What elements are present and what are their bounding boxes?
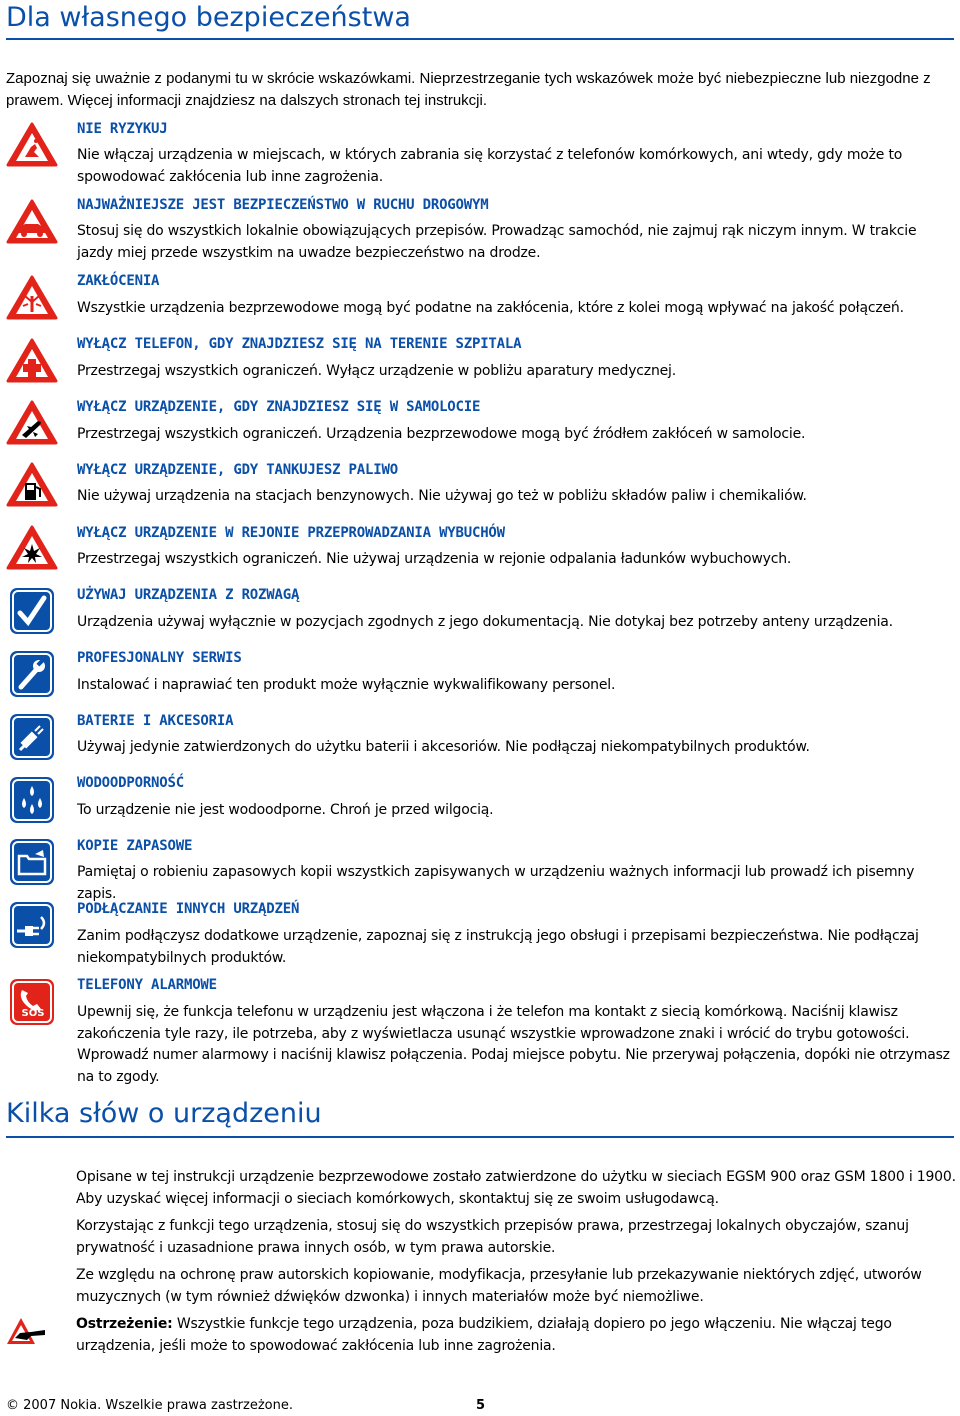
section-title: NIE RYZYKUJ [77,121,168,137]
section-title: ZAKŁÓCENIA [77,273,160,289]
section-body: Instalować i naprawiać ten produkt może wyłącznie wykwalifikowany personel. [77,677,616,693]
section-body: Zanim podłączysz dodatkowe urządzenie, zapoznaj się z instrukcją jego obsługi i przepisami bezpieczeństwa. Nie podłączaj niekompatybilnych produktów. [77,928,919,966]
section-body: Nie włączaj urządzenia w miejscach, w których zabrania się korzystać z telefonów komórkowych, ani wtedy, gdy może to spowodować zakłócenia lub inne zagrożenia. [77,147,903,185]
section-title: WYŁĄCZ URZĄDZENIE W REJONIE PRZEPROWADZANIA WYBUCHÓW [77,525,505,541]
connector-plug-icon [5,901,59,949]
section-body: Przestrzegaj wszystkich ograniczeń. Wyłącz urządzenie w pobliżu aparatury medycznej. [77,363,676,379]
section-title: UŻYWAJ URZĄDZENIA Z ROZWAGĄ [77,587,300,603]
page-title-device: Kilka słów o urządzeniu [6,1098,322,1129]
fuel-pump-icon [5,461,59,509]
water-drops-icon [5,776,59,824]
section-title: TELEFONY ALARMOWE [77,977,217,993]
section-body: Upewnij się, że funkcja telefonu w urządzeniu jest włączona i że telefon ma kontakt z siecią komórkową. Naciśnij klawisz zakończenia tyle razy, ile potrzeba, aby z wyświetlacza usunąć wszystkie wprowadzone znaki i wrócić do trybu gotowości. Wprowadź numer alarmowy i naciśnij klawisz połączenia. Podaj miejsce pobytu. Nie przerywaj połączenia, dopóki nie otrzymasz na to zgody. [77,1004,950,1085]
warning-paragraph [76,1314,956,1357]
device-paragraph: Opisane w tej instrukcji urządzenie bezprzewodowe zostało zatwierdzone do użytku w sieciach EGSM 900 oraz GSM 1800 i 1900. Aby uzyskać więcej informacji o sieciach komórkowych, skontaktuj się ze swoim usługodawcą. [76,1169,956,1207]
airplane-icon [5,399,59,447]
footer-page-number: 5 [476,1398,486,1413]
footer-copyright: © 2007 Nokia. Wszelkie prawa zastrzeżone. [6,1398,293,1413]
hospital-cross-icon [5,337,59,385]
safety-intro: Zapoznaj się uważnie z podanymi tu w skrócie wskazówkami. Nieprzestrzeganie tych wskazówek może być niebezpieczne lub niezgodne z prawem. Więcej informacji znajdziesz na dalszych stronach tej instrukcji. [6,70,931,109]
section-body: To urządzenie nie jest wodoodporne. Chroń je przed wilgocią. [77,802,494,818]
wrench-icon [5,650,59,698]
section-title: BATERIE I AKCESORIA [77,713,234,729]
section-title: WODOODPORNOŚĆ [77,775,184,791]
section-title: NAJWAŻNIEJSZE JEST BEZPIECZEŃSTWO W RUCHU DROGOWYM [77,197,489,213]
section-body: Przestrzegaj wszystkich ograniczeń. Urządzenia bezprzewodowe mogą być źródłem zakłóceń w samolocie. [77,426,806,442]
section-title: PODŁĄCZANIE INNYCH URZĄDZEŃ [77,901,300,917]
section-title: WYŁĄCZ TELEFON, GDY ZNAJDZIESZ SIĘ NA TERENIE SZPITALA [77,336,522,352]
title-rule-2 [6,1136,954,1138]
section-body: Nie używaj urządzenia na stacjach benzynowych. Nie używaj go też w pobliżu składów paliw i chemikaliów. [77,488,807,504]
warning-text: Wszystkie funkcje tego urządzenia, poza budzikiem, działają dopiero po jego włączeniu. Nie włączaj tego urządzenia, jeśli może to spowodować zakłócenia lub inne zagrożenia. [76,1316,892,1354]
section-title: WYŁĄCZ URZĄDZENIE, GDY TANKUJESZ PALIWO [77,462,398,478]
checkmark-icon [5,587,59,635]
no-risk-hand-warning-icon [5,121,59,169]
section-title: KOPIE ZAPASOWE [77,838,193,854]
title-rule [6,38,954,40]
section-body: Pamiętaj o robieniu zapasowych kopii wszystkich zapisywanych w urządzeniu ważnych informacji lub prowadź ich pisemny zapis. [77,864,915,902]
interference-icon [5,274,59,322]
section-body: Urządzenia używaj wyłącznie w pozycjach zgodnych z jego dokumentacją. Nie dotykaj bez potrzeby anteny urządzenia. [77,614,893,630]
backup-folder-icon [5,838,59,886]
road-safety-car-icon [5,198,59,246]
warning-hand-icon [5,1316,49,1348]
device-paragraph: Ze względu na ochronę praw autorskich kopiowanie, modyfikacja, przesyłanie lub przekazywanie niektórych zdjęć, utworów muzycznych (w tym również dźwięków dzwonka) i innych materiałów może być niemożliwe. [76,1267,922,1305]
page-title-safety: Dla własnego bezpieczeństwa [6,2,411,33]
sos-label: SOS [21,1008,45,1019]
section-title: WYŁĄCZ URZĄDZENIE, GDY ZNAJDZIESZ SIĘ W SAMOLOCIE [77,399,481,415]
section-body: Wszystkie urządzenia bezprzewodowe mogą być podatne na zakłócenia, które z kolei mogą wpływać na jakość połączeń. [77,300,904,316]
section-body: Stosuj się do wszystkich lokalnie obowiązujących przepisów. Prowadząc samochód, nie zajmuj rąk niczym innym. W trakcie jazdy miej przede wszystkim na uwadze bezpieczeństwo na drodze. [77,223,917,261]
section-body: Przestrzegaj wszystkich ograniczeń. Nie używaj urządzenia w rejonie odpalania ładunków wybuchowych. [77,551,792,567]
sos-phone-icon [5,978,59,1026]
section-title: PROFESJONALNY SERWIS [77,650,242,666]
device-paragraph: Korzystając z funkcji tego urządzenia, stosuj się do wszystkich przepisów prawa, przestrzegaj lokalnych obyczajów, szanuj prywatność i uzasadnione prawa innych osób, w tym prawa autorskie. [76,1218,909,1256]
battery-plug-icon [5,713,59,761]
explosion-icon [5,524,59,572]
warning-label: Ostrzeżenie: [76,1316,173,1332]
section-body: Używaj jedynie zatwierdzonych do użytku baterii i akcesoriów. Nie podłączaj niekompatybilnych produktów. [77,739,810,755]
